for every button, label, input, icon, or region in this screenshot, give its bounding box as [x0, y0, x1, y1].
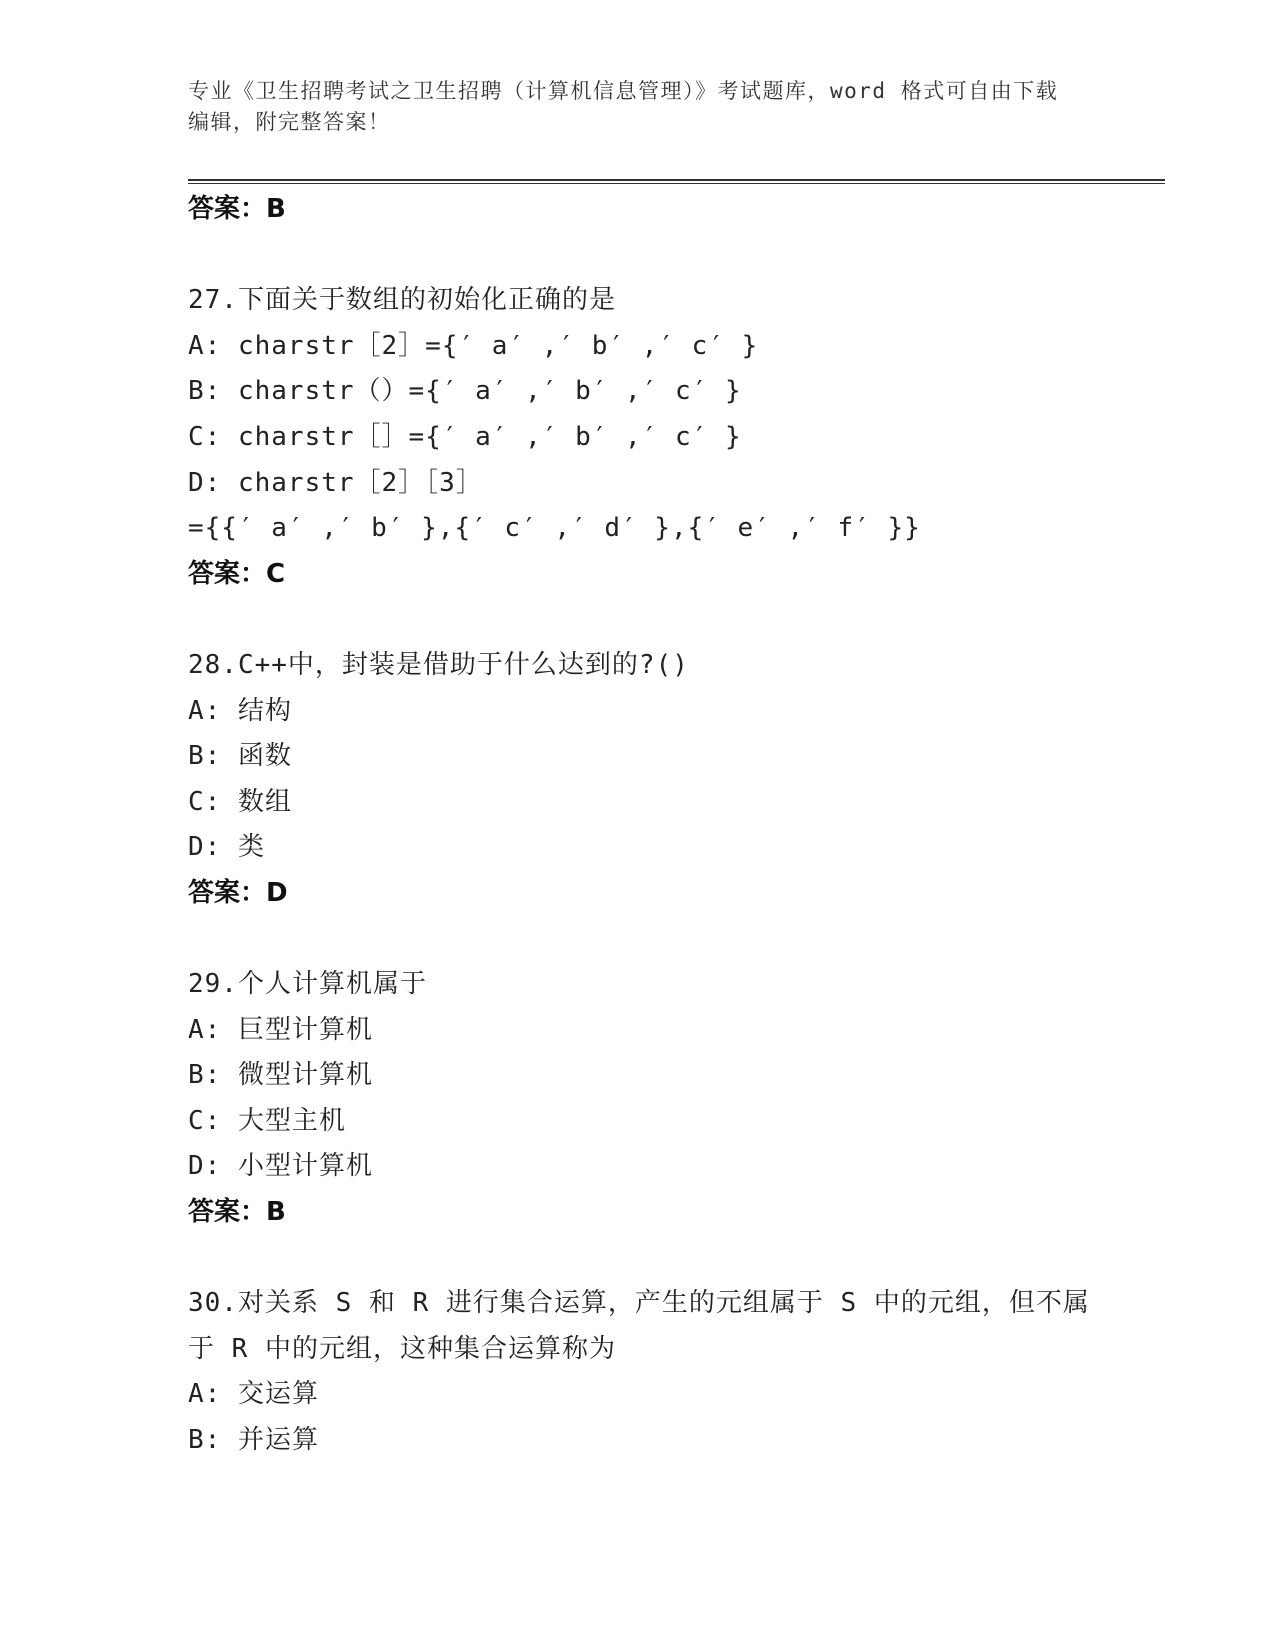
question-stem-line-1: 30.对关系 S 和 R 进行集合运算，产生的元组属于 S 中的元组，但不属 — [188, 1288, 1090, 1319]
option-d: D: charstr［2］［3］ — [188, 467, 483, 498]
answer-label: 答案：B — [188, 1197, 286, 1228]
option-a: A: 巨型计算机 — [188, 1014, 373, 1045]
header-rule-thick — [188, 179, 1165, 181]
question-stem: 28.C++中，封装是借助于什么达到的?() — [188, 649, 689, 680]
option-c: C: 数组 — [188, 786, 292, 817]
option-c: C: 大型主机 — [188, 1105, 346, 1136]
answer-label: 答案：B — [188, 194, 286, 224]
question-30 — [188, 1281, 1088, 1463]
question-list — [188, 187, 1088, 1464]
option-d-continued: ={{′ a′ ,′ b′ },{′ c′ ,′ d′ },{′ e′ ,′ f′ }} — [188, 513, 921, 544]
answer-label: 答案：C — [188, 558, 286, 589]
question-stem: 27.下面关于数组的初始化正确的是 — [188, 285, 616, 316]
option-b: B: charstr（）={′ a′ ,′ b′ ,′ c′ } — [188, 376, 742, 407]
header-rule-thin — [188, 183, 1165, 184]
question-stem: 29.个人计算机属于 — [188, 969, 427, 1000]
answer-label: 答案：D — [188, 877, 288, 908]
question-28 — [188, 643, 1088, 917]
option-b: B: 并运算 — [188, 1425, 319, 1456]
document-header: 专业《卫生招聘考试之卫生招聘（计算机信息管理）》考试题库，word 格式可自由下载编辑，附完整答案！ — [188, 79, 1059, 134]
option-a: A: 结构 — [188, 695, 292, 726]
option-b: B: 函数 — [188, 741, 292, 772]
option-a: A: charstr［2］={′ a′ ,′ b′ ,′ c′ } — [188, 330, 759, 361]
question-29 — [188, 962, 1088, 1236]
option-d: D: 类 — [188, 832, 265, 863]
option-b: B: 微型计算机 — [188, 1060, 373, 1091]
option-a: A: 交运算 — [188, 1379, 319, 1410]
question-stem-line-2: 于 R 中的元组，这种集合运算称为 — [188, 1333, 616, 1364]
question-27 — [188, 278, 1088, 597]
option-d: D: 小型计算机 — [188, 1151, 373, 1182]
option-c: C: charstr［］={′ a′ ,′ b′ ,′ c′ } — [188, 421, 742, 452]
